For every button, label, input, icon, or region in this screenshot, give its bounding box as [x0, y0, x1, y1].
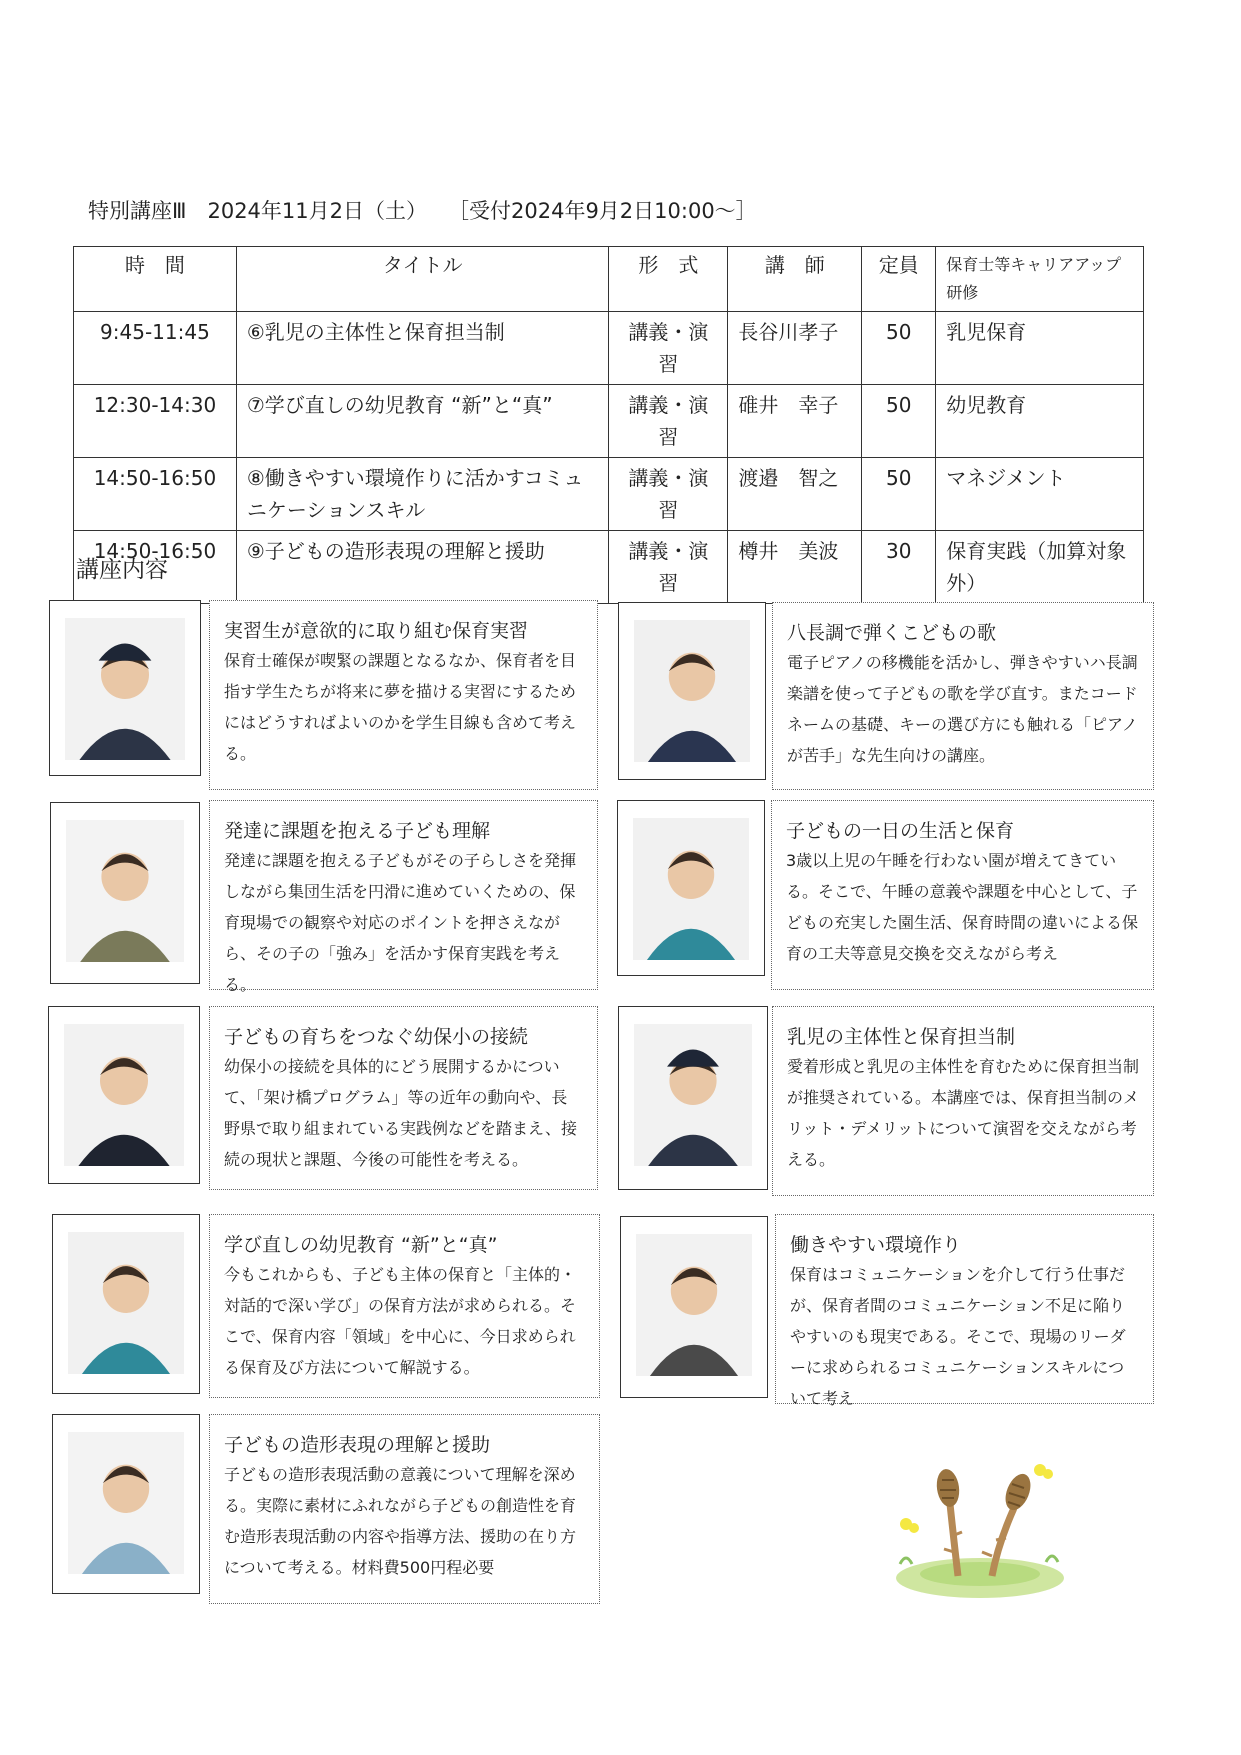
cell-time: 12:30-14:30 [74, 385, 237, 458]
course-title: 子どもの造形表現の理解と援助 [224, 1434, 491, 1456]
portrait-icon [65, 618, 185, 760]
course-title: 乳児の主体性と保育担当制 [787, 1026, 1016, 1048]
cell-title: ⑦学び直しの幼児教育 “新”と“真” [236, 385, 609, 458]
portrait-icon [64, 1024, 184, 1166]
portrait-icon [634, 620, 750, 762]
lecturer-photo [617, 800, 765, 976]
course-description: 愛着形成と乳児の主体性を育むために保育担当制が推奨されている。本講座では、保育担当制のメリット・デメリットについて演習を交えながら考える。 [787, 1057, 1140, 1169]
course-card [209, 800, 598, 994]
cell-title: ⑧働きやすい環境作りに活かすコミュニケーションスキル [236, 458, 609, 531]
section-title: 講座内容 [76, 557, 168, 583]
horsetail-illustration-icon [880, 1452, 1080, 1602]
course-description: 発達に課題を抱える子どもがその子らしさを発揮しながら集団生活を円滑に進めていくための、保育現場での観察や対応のポイントを押さえながら、その子の「強み」を活かす保育実践を考える。 [224, 851, 577, 994]
course-title: 子どもの一日の生活と保育 [786, 820, 1015, 842]
cell-format: 講義・演習 [609, 531, 728, 604]
header-title: タイトル [236, 247, 609, 312]
table-row [74, 458, 1144, 531]
portrait-icon [636, 1234, 752, 1376]
lecturer-photo [618, 602, 766, 780]
schedule-table [73, 246, 1144, 604]
cell-time: 9:45-11:45 [74, 312, 237, 385]
lecturer-photo [620, 1216, 768, 1398]
lecturer-photo [49, 600, 201, 776]
event-heading: 特別講座Ⅲ 2024年11月2日（土） ［受付2024年9月2日10:00～］ [88, 199, 757, 223]
header-career: 保育士等キャリアアップ研修 [936, 247, 1144, 312]
cell-format: 講義・演習 [609, 458, 728, 531]
course-card [772, 602, 1154, 790]
lecturer-photo [52, 1414, 200, 1594]
cell-time: 14:50-16:50 [74, 531, 237, 604]
cell-time: 14:50-16:50 [74, 458, 237, 531]
cell-title: ⑥乳児の主体性と保育担当制 [236, 312, 609, 385]
header-time: 時 間 [74, 247, 237, 312]
course-description: 子どもの造形表現活動の意義について理解を深める。実際に素材にふれながら子どもの創造性を育む造形表現活動の内容や指導方法、援助の在り方について考える。材料費500円程必要 [224, 1465, 577, 1577]
course-card [775, 1214, 1154, 1408]
course-description: 保育士確保が喫緊の課題となるなか、保育者を目指す学生たちが将来に夢を描ける実習にするためにはどうすればよいのかを学生目線も含めて考える。 [224, 651, 577, 763]
course-title: 発達に課題を抱える子ども理解 [224, 820, 491, 842]
cell-capacity: 50 [862, 385, 936, 458]
table-row [74, 385, 1144, 458]
table-header-row [74, 247, 1144, 312]
course-card [209, 1414, 600, 1604]
lecturer-photo [50, 802, 200, 984]
cell-career: 保育実践（加算対象外） [936, 531, 1144, 604]
course-card [209, 600, 598, 790]
header-lecturer: 講 師 [728, 247, 862, 312]
portrait-icon [68, 1232, 184, 1374]
cell-career: マネジメント [936, 458, 1144, 531]
cell-format: 講義・演習 [609, 312, 728, 385]
course-card [772, 1006, 1154, 1196]
course-card [209, 1006, 598, 1190]
cell-capacity: 50 [862, 458, 936, 531]
portrait-icon [634, 1024, 752, 1166]
cell-career: 幼児教育 [936, 385, 1144, 458]
cell-lecturer: 碓井 幸子 [728, 385, 862, 458]
cell-format: 講義・演習 [609, 385, 728, 458]
cell-lecturer: 樽井 美波 [728, 531, 862, 604]
course-description: 電子ピアノの移機能を活かし、弾きやすいハ長調楽譜を使って子どもの歌を学び直す。またコードネームの基礎、キーの選び方にも触れる「ピアノが苦手」な先生向けの講座。 [787, 653, 1138, 765]
course-description: 保育はコミュニケーションを介して行う仕事だが、保育者間のコミュニケーション不足に陥りやすいのも現実である。そこで、現場のリーダーに求められるコミュニケーションスキルについて考え [790, 1265, 1126, 1408]
portrait-icon [66, 820, 184, 962]
course-title: 八長調で弾くこどもの歌 [787, 622, 997, 644]
cell-title: ⑨子どもの造形表現の理解と援助 [236, 531, 609, 604]
cell-capacity: 30 [862, 531, 936, 604]
lecturer-photo [52, 1214, 200, 1394]
cell-lecturer: 長谷川孝子 [728, 312, 862, 385]
header-capacity: 定員 [862, 247, 936, 312]
portrait-icon [68, 1432, 184, 1574]
course-card [771, 800, 1154, 990]
lecturer-photo [48, 1006, 200, 1184]
course-card [209, 1214, 600, 1398]
portrait-icon [633, 818, 749, 960]
table-row [74, 531, 1144, 604]
lecturer-photo [618, 1006, 768, 1190]
course-title: 働きやすい環境作り [790, 1234, 962, 1256]
table-row [74, 312, 1144, 385]
course-title: 実習生が意欲的に取り組む保育実習 [224, 620, 529, 642]
header-format: 形 式 [609, 247, 728, 312]
course-description: 今もこれからも、子ども主体の保育と「主体的・対話的で深い学び」の保育方法が求められる。そこで、保育内容「領域」を中心に、今日求められる保育及び方法について解説する。 [224, 1265, 577, 1377]
course-description: 幼保小の接続を具体的にどう展開するかについて、「架け橋プログラム」等の近年の動向や、長野県で取り組まれている実践例などを踏まえ、接続の現状と課題、今後の可能性を考える。 [224, 1057, 577, 1169]
cell-career: 乳児保育 [936, 312, 1144, 385]
course-title: 子どもの育ちをつなぐ幼保小の接続 [224, 1026, 529, 1048]
cell-lecturer: 渡邉 智之 [728, 458, 862, 531]
course-title: 学び直しの幼児教育 “新”と“真” [224, 1234, 498, 1256]
course-description: 3歳以上児の午睡を行わない園が増えてきている。そこで、午睡の意義や課題を中心として、子どもの充実した園生活、保育時間の違いによる保育の工夫等意見交換を交えながら考え [786, 851, 1139, 963]
cell-capacity: 50 [862, 312, 936, 385]
